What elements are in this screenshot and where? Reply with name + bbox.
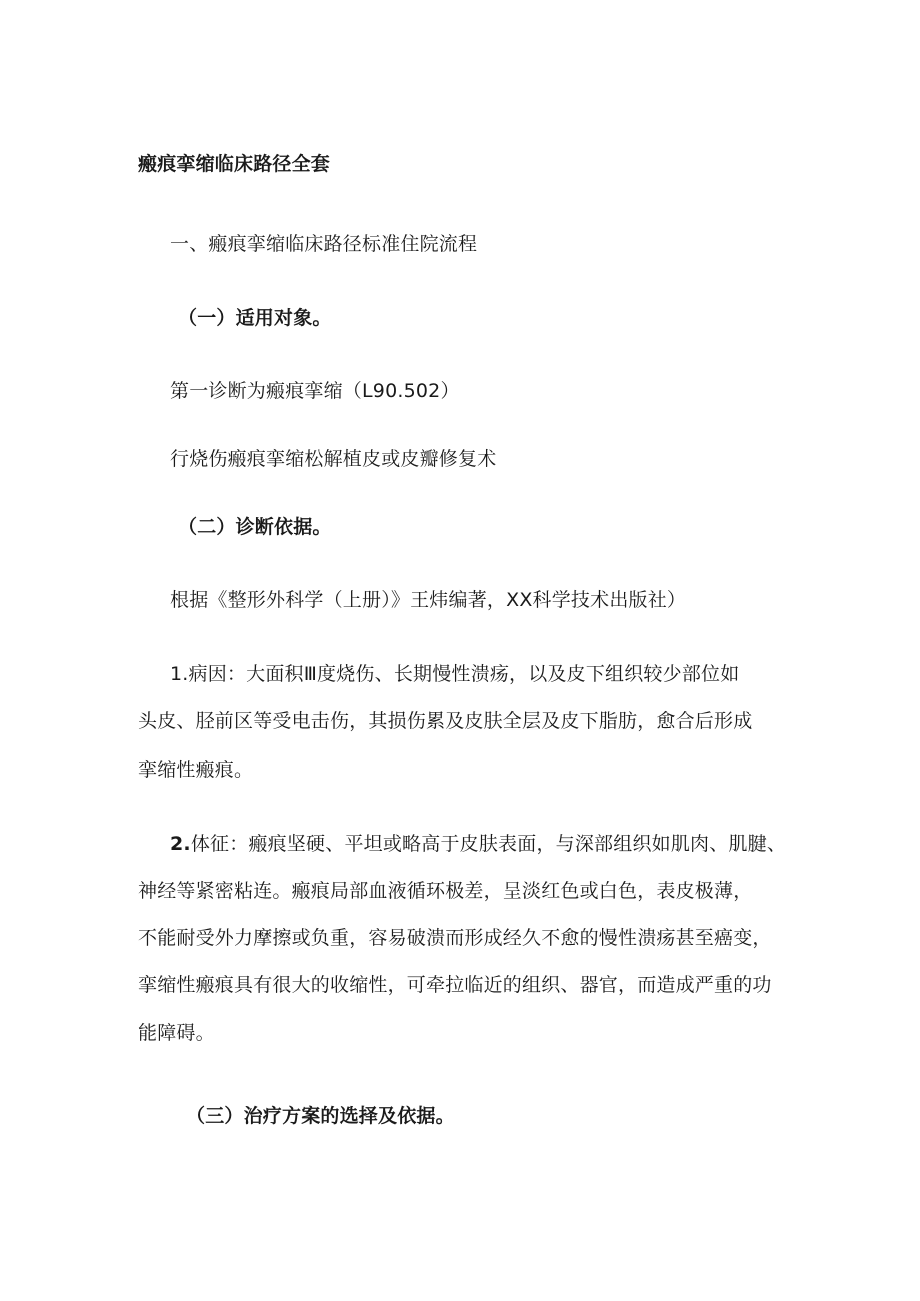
item-number: 2. bbox=[170, 833, 191, 855]
signs-text: 体征：瘢痕坚硬、平坦或略高于皮肤表面，与深部组织如肌肉、肌腱、 bbox=[190, 833, 787, 855]
paragraph-etiology-line: 1.病因：大面积Ⅲ度烧伤、长期慢性溃疡，以及皮下组织较少部位如 bbox=[170, 663, 740, 685]
paragraph-signs-line: 挛缩性瘢痕具有很大的收缩性，可牵拉临近的组织、器官，而造成严重的功 bbox=[138, 974, 772, 996]
subsection-heading-treatment: （三）治疗方案的选择及依据。 bbox=[186, 1105, 455, 1127]
paragraph-primary-diagnosis: 第一诊断为瘢痕挛缩（L90.502） bbox=[170, 380, 460, 402]
section-heading: 一、瘢痕挛缩临床路径标准住院流程 bbox=[170, 233, 478, 255]
document-title: 瘢痕挛缩临床路径全套 bbox=[138, 153, 331, 175]
paragraph-signs-line: 能障碍。 bbox=[138, 1022, 215, 1044]
subsection-heading-diagnosis: （二）诊断依据。 bbox=[178, 516, 332, 538]
paragraph-signs-line: 不能耐受外力摩擦或负重，容易破溃而形成经久不愈的慢性溃疡甚至癌变， bbox=[138, 927, 772, 949]
paragraph-reference: 根据《整形外科学（上册）》王炜编著，XX科学技术出版社） bbox=[170, 589, 687, 611]
subsection-heading-scope: （一）适用对象。 bbox=[178, 307, 332, 329]
paragraph-etiology-line: 挛缩性瘢痕。 bbox=[138, 759, 254, 781]
paragraph-signs-line bbox=[170, 831, 786, 857]
paragraph-surgery: 行烧伤瘢痕挛缩松解植皮或皮瓣修复术 bbox=[170, 448, 497, 470]
paragraph-signs-line: 神经等紧密粘连。瘢痕局部血液循环极差，呈淡红色或白色，表皮极薄， bbox=[138, 880, 753, 902]
paragraph-etiology-line: 头皮、胫前区等受电击伤，其损伤累及皮肤全层及皮下脂肪，愈合后形成 bbox=[138, 710, 753, 732]
